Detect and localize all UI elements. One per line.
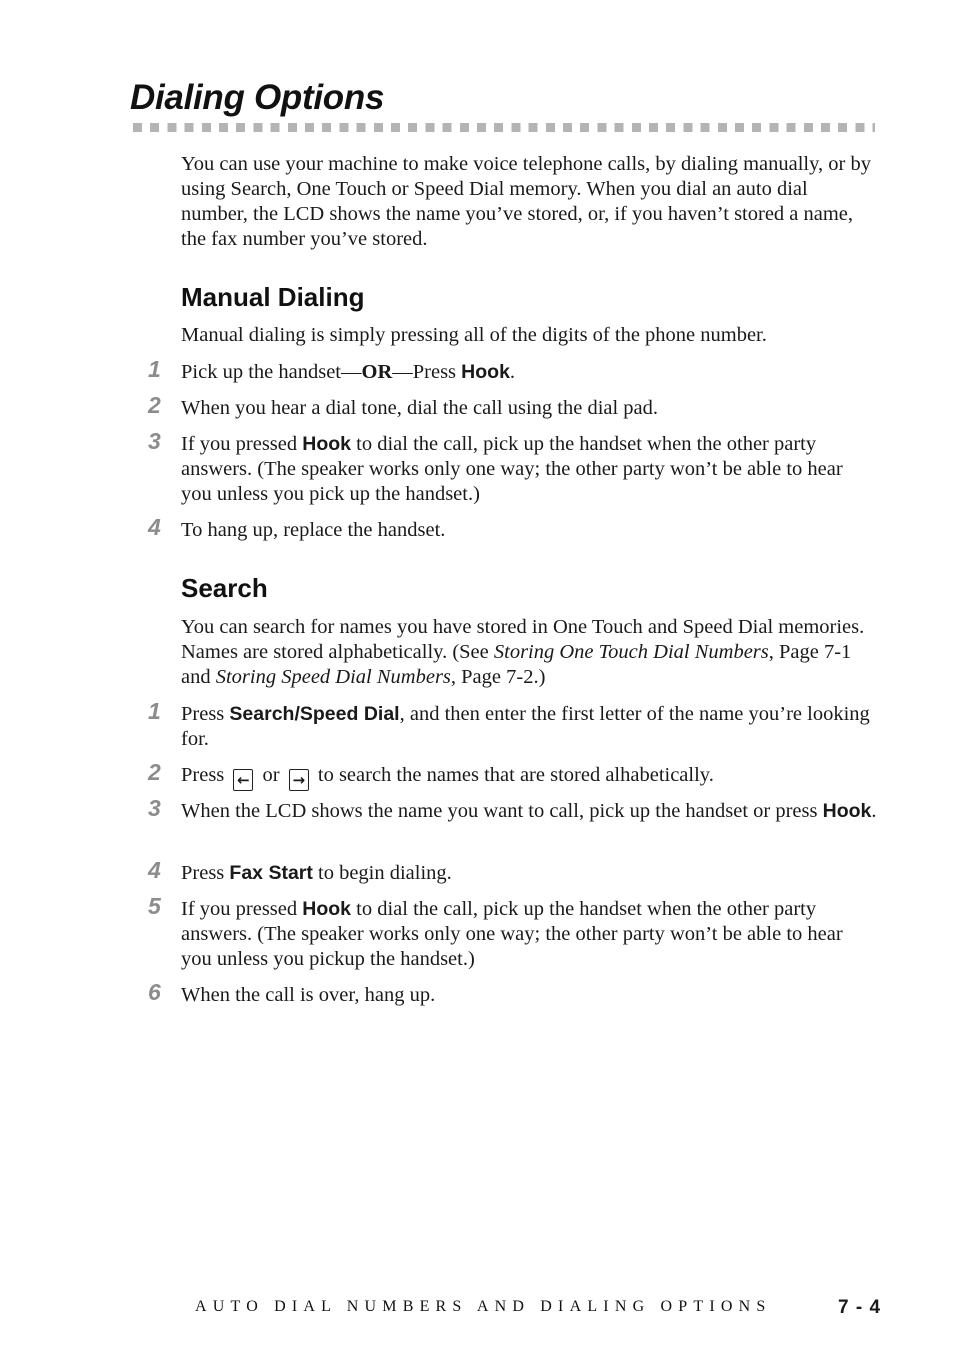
reference-speed-dial: Storing Speed Dial Numbers — [215, 666, 451, 688]
step-text: If you pressed Hook to dial the call, pick up the handset when the other party answers. (The speaker works only one way; the other party won’t be able to hear you unless you pick up the handset.) — [181, 433, 843, 505]
reference-one-touch: Storing One Touch Dial Numbers — [493, 641, 769, 663]
key-name: Hook — [461, 361, 510, 383]
key-name: Hook — [822, 800, 872, 822]
step-number: 1 — [148, 356, 161, 382]
step-text: Press Search/Speed Dial, and then enter the first letter of the name you’re looking for. — [181, 703, 870, 750]
step-text: If you pressed Hook to dial the call, pick up the handset when the other party answers. (The speaker works only one way; the other party won’t be able to hear you unless you pickup the handset.) — [181, 898, 843, 970]
step-number: 4 — [148, 514, 161, 540]
footer-chapter-title: AUTO DIAL NUMBERS AND DIALING OPTIONS — [195, 1298, 772, 1315]
step-text: When the LCD shows the name you want to call, pick up the handset or press Hook. — [181, 800, 877, 822]
key-name: Hook — [302, 898, 352, 920]
manual-intro: Manual dialing is simply pressing all of the digits of the phone number. — [181, 324, 767, 346]
page-title: Dialing Options — [130, 78, 385, 117]
search-intro: You can search for names you have stored in One Touch and Speed Dial memories. Names are stored alphabetically. (See Storing One Touch Dial Numbers, Page 7-1 and Storing Speed Dial Numbers, Page 7-2.) — [181, 616, 865, 688]
intro-paragraph: You can use your machine to make voice telephone calls, by dialing manually, or by using Search, One Touch or Speed Dial memory. When you dial an auto dial number, the LCD shows the name you’ve stored, or, if you haven’t stored a name, the fax number you’ve stored. — [181, 153, 871, 250]
step-number: 5 — [148, 893, 161, 919]
or-emphasis: OR — [361, 361, 393, 383]
key-name: Hook — [302, 433, 352, 455]
step-number: 3 — [148, 428, 161, 454]
left-arrow-key-icon: ← — [233, 769, 253, 791]
step-number: 1 — [148, 698, 161, 724]
step-number: 3 — [148, 795, 161, 821]
manual-dialing-heading: Manual Dialing — [181, 282, 365, 312]
step-text: To hang up, replace the handset. — [181, 519, 446, 541]
step-text: Press ← or → to search the names that are stored alhabetically. — [181, 764, 714, 789]
step-number: 2 — [148, 392, 161, 418]
step-number: 4 — [148, 857, 161, 883]
key-name: Search/Speed Dial — [229, 703, 400, 725]
right-arrow-key-icon: → — [289, 769, 309, 791]
step-number: 2 — [148, 759, 161, 785]
title-divider — [133, 123, 875, 132]
step-text: When the call is over, hang up. — [181, 984, 436, 1006]
step-text: Pick up the handset—OR—Press Hook. — [181, 361, 516, 383]
step-text: When you hear a dial tone, dial the call using the dial pad. — [181, 397, 659, 419]
page-number: 7 - 4 — [838, 1297, 882, 1318]
step-text: Press Fax Start to begin dialing. — [181, 862, 452, 884]
search-heading: Search — [181, 573, 268, 603]
step-number: 6 — [148, 979, 161, 1005]
key-name: Fax Start — [229, 862, 313, 884]
